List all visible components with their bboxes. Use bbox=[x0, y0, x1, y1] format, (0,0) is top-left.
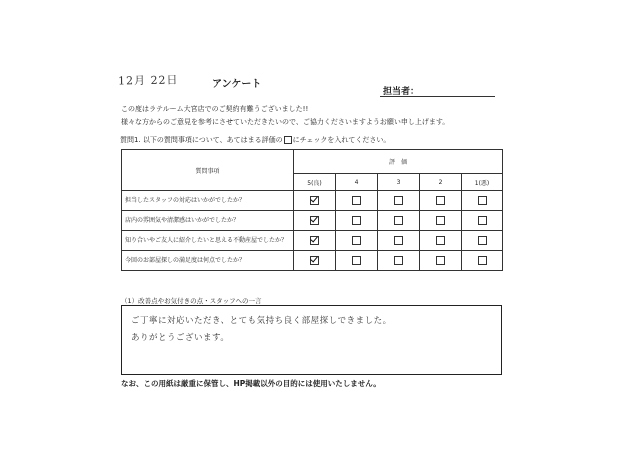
table-row bbox=[122, 231, 503, 251]
rating-checkbox[interactable] bbox=[394, 216, 403, 225]
question-text: 知り合いやご友人に紹介したいと思える不動産屋でしたか？ bbox=[122, 231, 294, 251]
rating-checkbox[interactable] bbox=[352, 196, 361, 205]
rating-checkbox[interactable] bbox=[436, 196, 445, 205]
comment-box[interactable] bbox=[121, 305, 502, 375]
question-text: 担当したスタッフの対応はいかがでしたか？ bbox=[122, 191, 294, 211]
handwritten-comment-line-2: ありがとうございます。 bbox=[131, 333, 230, 343]
question-heading bbox=[120, 135, 390, 145]
handwritten-comment-line-1: ご丁寧に対応いただき、とても気持ち良く部屋探しできました。 bbox=[131, 316, 392, 326]
handwritten-comment bbox=[131, 313, 392, 347]
intro-line-1: この度はラテルーム大宮店でのご契約有難うございました!! bbox=[121, 105, 309, 113]
rating-checkbox[interactable] bbox=[394, 196, 403, 205]
rating-checkbox[interactable] bbox=[310, 196, 319, 205]
question-heading-before: 質問1. 以下の質問事項について、あてはまる評価の bbox=[120, 136, 283, 144]
rating-checkbox[interactable] bbox=[352, 216, 361, 225]
question-heading-after: にチェックを入れてください。 bbox=[292, 136, 391, 144]
table-row bbox=[122, 191, 503, 211]
rating-checkbox[interactable] bbox=[310, 256, 319, 265]
intro-line-2: 様々な方からのご意見を参考にさせていただきたいので、ご協力くださいますようお願い申し上げます。 bbox=[121, 118, 450, 126]
rating-checkbox[interactable] bbox=[352, 236, 361, 245]
rating-checkbox[interactable] bbox=[478, 216, 487, 225]
survey-table bbox=[121, 149, 503, 271]
rating-checkbox[interactable] bbox=[436, 236, 445, 245]
question-text: 今回のお部屋探しの満足度は何点でしたか？ bbox=[122, 251, 294, 271]
staff-label: 担当者： bbox=[383, 87, 420, 97]
checkbox-icon bbox=[284, 136, 292, 144]
handwritten-date: 12月 22日 bbox=[117, 73, 179, 88]
question-text: 店内の雰囲気や清潔感はいかがでしたか？ bbox=[122, 211, 294, 231]
rating-label: 5(良) bbox=[294, 174, 336, 191]
rating-checkbox[interactable] bbox=[394, 236, 403, 245]
rating-checkbox[interactable] bbox=[478, 196, 487, 205]
page-title: アンケート bbox=[212, 79, 262, 90]
rating-label: 4 bbox=[336, 174, 378, 191]
rating-checkbox[interactable] bbox=[394, 256, 403, 265]
rating-label: 3 bbox=[378, 174, 420, 191]
rating-column-header: 評 価 bbox=[294, 150, 503, 174]
rating-checkbox[interactable] bbox=[310, 236, 319, 245]
rating-checkbox[interactable] bbox=[478, 256, 487, 265]
staff-signature-line bbox=[380, 96, 495, 97]
rating-checkbox[interactable] bbox=[352, 256, 361, 265]
rating-label: 1(悪) bbox=[462, 174, 503, 191]
table-row bbox=[122, 211, 503, 231]
comment-label: （1）改善点やお気付きの点・スタッフへの一言 bbox=[121, 297, 262, 305]
rating-label: 2 bbox=[420, 174, 462, 191]
question-column-header: 質問事項 bbox=[122, 150, 294, 191]
rating-checkbox[interactable] bbox=[436, 256, 445, 265]
intro-text bbox=[121, 103, 449, 129]
rating-checkbox[interactable] bbox=[310, 216, 319, 225]
rating-checkbox[interactable] bbox=[436, 216, 445, 225]
table-row bbox=[122, 251, 503, 271]
rating-checkbox[interactable] bbox=[478, 236, 487, 245]
footer-notice: なお、この用紙は厳重に保管し、HP掲載以外の目的には使用いたしません。 bbox=[121, 379, 381, 388]
